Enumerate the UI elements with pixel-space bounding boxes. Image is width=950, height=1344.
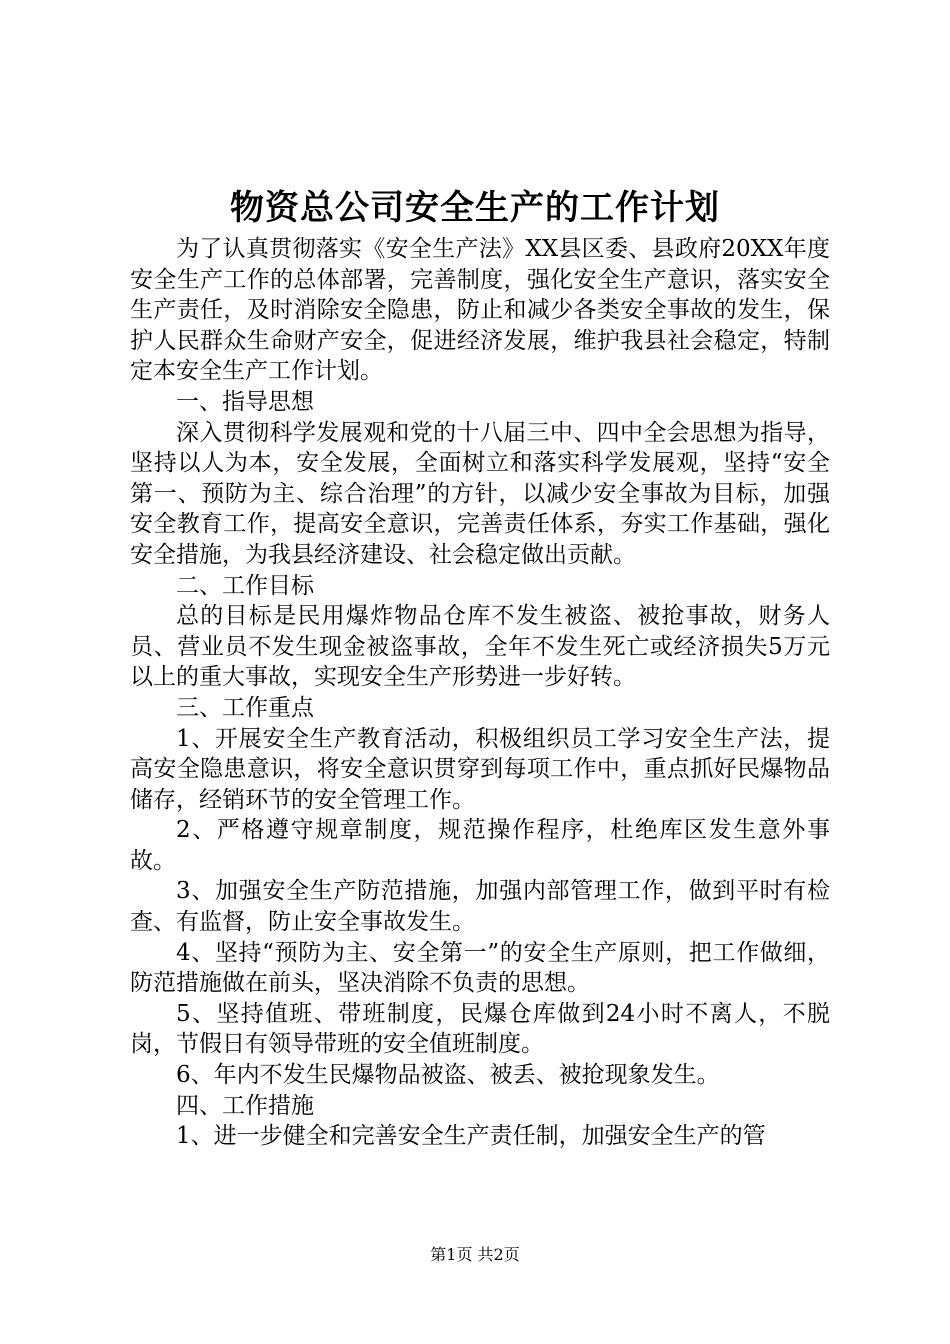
section-heading-work-measures: 四、工作措施 — [176, 1092, 314, 1119]
work-measures-item-1: 1、进一步健全和完善安全生产责任制，加强安全生产的管 — [176, 1123, 766, 1150]
document-body — [130, 234, 830, 1152]
work-focus-item-3: 3、加强安全生产防范措施，加强内部管理工作，做到平时有检查、有监督，防止安全事故发生。 — [130, 878, 830, 936]
work-focus-item-2: 2、严格遵守规章制度，规范操作程序，杜绝库区发生意外事故。 — [130, 817, 830, 874]
page-number-footer: 第1页 共2页 — [430, 1245, 520, 1264]
document-title: 物资总公司安全生产的工作计划 — [230, 188, 720, 228]
work-focus-item-1: 1、开展安全生产教育活动，积极组织员工学习安全生产法，提高安全隐患意识，将安全意识贯穿到每项工作中，重点抓好民爆物品储存，经销环节的安全管理工作。 — [130, 725, 830, 813]
work-goals-paragraph: 总的目标是民用爆炸物品仓库不发生被盗、被抢事故，财务人员、营业员不发生现金被盗事故，全年不发生死亡或经济损失5万元以上的重大事故，实现安全生产形势进一步好转。 — [130, 603, 830, 691]
section-heading-work-focus: 三、工作重点 — [176, 694, 314, 721]
guiding-ideology-paragraph: 深入贯彻科学发展观和党的十八届三中、四中全会思想为指导，坚持以人为本，安全发展，全面树立和落实科学发展观，坚持“安全第一、预防为主、综合治理”的方针，以减少安全事故为目标，加强安全教育工作，提高安全意识，完善责任体系，夯实工作基础，强化安全措施，为我县经济建设、社会稳定做出贡献。 — [130, 419, 830, 568]
section-heading-guiding-ideology: 一、指导思想 — [176, 388, 314, 415]
section-heading-work-goals: 二、工作目标 — [176, 572, 314, 599]
intro-paragraph: 为了认真贯彻落实《安全生产法》XX县区委、县政府20XX年度安全生产工作的总体部署，完善制度，强化安全生产意识，落实安全生产责任，及时消除安全隐患，防止和减少各类安全事故的发生，保护人民群众生命财产安全，促进经济发展，维护我县社会稳定，特制定本安全生产工作计划。 — [130, 236, 830, 385]
work-focus-item-5: 5、坚持值班、带班制度，民爆仓库做到24小时不离人，不脱岗，节假日有领导带班的安全值班制度。 — [130, 1000, 830, 1058]
work-focus-item-6: 6、年内不发生民爆物品被盗、被丢、被抢现象发生。 — [176, 1062, 720, 1089]
work-focus-item-4: 4、坚持“预防为主、安全第一”的安全生产原则，把工作做细，防范措施做在前头，坚决消除不负责的思想。 — [130, 939, 830, 997]
